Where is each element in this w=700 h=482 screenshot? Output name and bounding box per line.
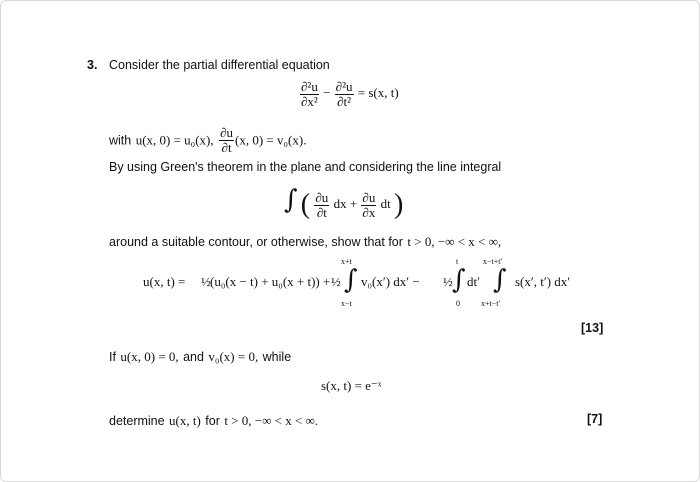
- solution-formula: u(x, t) = ½ (u₀(x − t) + u₀(x + t)) + ½ x+t ∫ x−t v₀(x′) dx′ − ½ t ∫ 0 dt′ x−t+t′ ∫ x+t−t′ s(x′, t′) dx′: [143, 257, 571, 308]
- question-number: 3.: [87, 58, 98, 72]
- intro-text: Consider the partial differential equation: [109, 58, 330, 72]
- pde-equation: $\frac{\text{∂²u}}{\text{∂x²}}$ − $\frac{\text{∂²u}}{\text{∂t²}}$ = s(x, t): [301, 79, 399, 109]
- initial-conditions: with u(x, 0) = u₀(x), $\frac{\partial u}{\partial t}$ (x, 0) = v₀(x).: [109, 125, 307, 155]
- around-contour-text: around a suitable contour, or otherwise, show that for t > 0, −∞ < x < ∞,: [109, 234, 502, 249]
- determine-text: determine u(x, t) for t > 0, −∞ < x < ∞.: [109, 413, 319, 428]
- green-theorem-text: By using Green's theorem in the plane and considering the line integral: [109, 160, 502, 174]
- line-integral: ∫ ( $\frac{\partial u}{\partial t}$ dx + $\frac{\partial u}{\partial x}$ dt ): [284, 185, 404, 221]
- source-function: s(x, t) = e⁻ˣ: [321, 378, 382, 393]
- part2-conditions: If u(x, 0) = 0, and v₀(x) = 0, while: [109, 349, 292, 364]
- marks-7: [7]: [587, 412, 603, 426]
- marks-13: [13]: [581, 321, 604, 335]
